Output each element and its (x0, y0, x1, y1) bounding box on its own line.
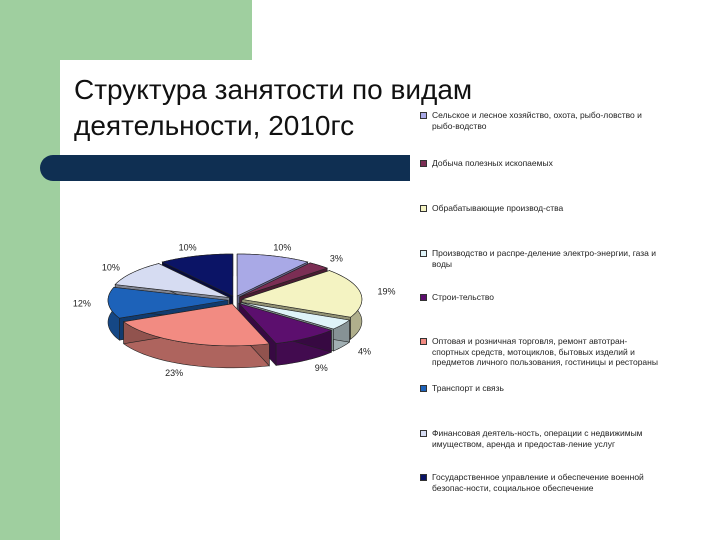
pie-data-label: 12% (72, 298, 91, 309)
legend-swatch (420, 112, 427, 119)
pie-data-label: 10% (101, 262, 120, 273)
legend-label: Транспорт и связь (432, 383, 504, 393)
pie-data-label: 10% (273, 242, 292, 253)
legend-item-transport (420, 383, 660, 394)
legend-swatch (420, 205, 427, 212)
legend-label: Обрабатывающие производ-ства (432, 203, 564, 213)
legend-swatch (420, 385, 427, 392)
title-line-2: деятельности, 2010гс (74, 110, 355, 141)
top-green-block (60, 0, 252, 60)
legend-swatch (420, 250, 427, 257)
legend-swatch (420, 474, 427, 481)
legend-swatch (420, 294, 427, 301)
legend-swatch (420, 338, 427, 345)
legend-label: Сельское и лесное хозяйство, охота, рыбо-ловство и рыбо-водство (432, 110, 642, 131)
pie-tops (108, 254, 362, 346)
legend-swatch (420, 430, 427, 437)
legend-item-finance (420, 428, 660, 449)
legend-item-construction (420, 292, 660, 303)
pie-data-label: 4% (358, 346, 372, 357)
pie-chart (72, 240, 415, 390)
legend-label: Производство и распре-деление электро-энергии, газа и воды (432, 248, 657, 269)
legend-item-manufacturing (420, 203, 660, 214)
pie-data-label: 9% (314, 362, 328, 373)
legend-item-utilities (420, 248, 660, 269)
legend-item-government (420, 472, 660, 493)
legend-swatch (420, 160, 427, 167)
chart-legend (410, 110, 660, 500)
page-title (74, 72, 473, 144)
legend-label: Государственное управление и обеспечение военной безопас-ности, социальное обеспечение (432, 472, 644, 493)
title-line-1: Структура занятости по видам (74, 74, 473, 105)
legend-label: Добыча полезных ископаемых (432, 158, 553, 168)
pie-data-label: 23% (165, 367, 184, 378)
legend-label: Финансовая деятель-ность, операции с недвижимым имуществом, аренда и предостав-ление услуг (432, 428, 643, 449)
pie-data-label: 10% (178, 242, 197, 253)
title-underline-bar (40, 155, 415, 181)
pie-data-label: 19% (377, 286, 396, 297)
legend-label: Оптовая и розничная торговля, ремонт автотран-спортных средств, мотоциклов, бытовых изделий и предметов личного пользования, гостиницы и рестораны (432, 336, 658, 367)
legend-label: Строи-тельство (432, 292, 494, 302)
legend-item-trade (420, 336, 660, 368)
legend-item-agriculture (420, 110, 660, 131)
left-green-band (0, 0, 60, 540)
pie-data-label: 3% (329, 253, 343, 264)
legend-item-mining (420, 158, 660, 169)
